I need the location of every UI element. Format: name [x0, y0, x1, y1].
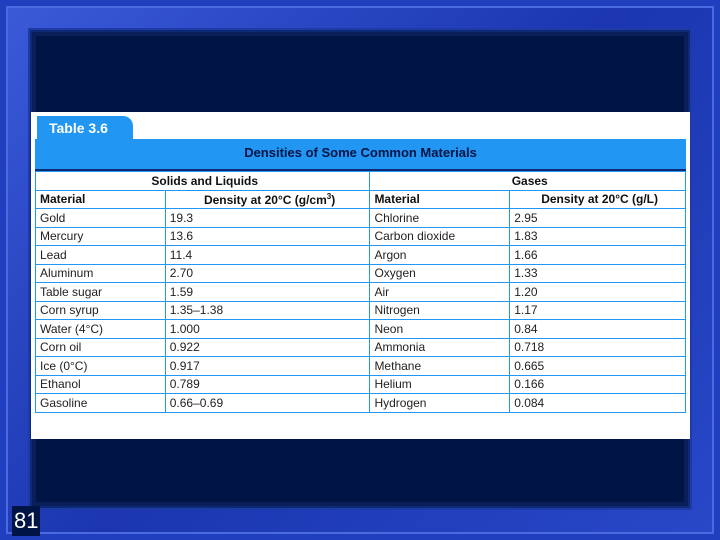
cell-solid-density: 0.917	[165, 357, 370, 376]
table-row	[36, 320, 686, 339]
density-table	[35, 171, 686, 413]
cell-solid-material: Aluminum	[36, 264, 166, 283]
table-body	[36, 209, 686, 413]
cell-solid-material: Ice (0°C)	[36, 357, 166, 376]
cell-gas-material: Oxygen	[370, 264, 510, 283]
cell-gas-density: 1.66	[510, 246, 686, 265]
group-header-row	[36, 172, 686, 191]
cell-solid-density: 1.59	[165, 283, 370, 302]
cell-solid-density: 19.3	[165, 209, 370, 228]
cell-solid-material: Water (4°C)	[36, 320, 166, 339]
table-row	[36, 246, 686, 265]
cell-solid-material: Ethanol	[36, 375, 166, 394]
cell-gas-material: Neon	[370, 320, 510, 339]
table-row	[36, 394, 686, 413]
table-tab-label: Table 3.6	[37, 116, 133, 140]
cell-solid-material: Corn oil	[36, 338, 166, 357]
col-header-gas-density: Density at 20°C (g/L)	[510, 190, 686, 209]
page-number: 81	[12, 506, 40, 536]
cell-solid-material: Corn syrup	[36, 301, 166, 320]
superscript-three: 3	[326, 191, 332, 201]
cell-solid-density: 0.922	[165, 338, 370, 357]
table-row	[36, 227, 686, 246]
cell-solid-density: 13.6	[165, 227, 370, 246]
cell-solid-density: 1.000	[165, 320, 370, 339]
col-header-solid-density	[165, 190, 370, 209]
table-row	[36, 264, 686, 283]
cell-gas-material: Ammonia	[370, 338, 510, 357]
column-header-row	[36, 190, 686, 209]
table-row	[36, 209, 686, 228]
group-header-solids: Solids and Liquids	[36, 172, 370, 191]
cell-gas-density: 1.33	[510, 264, 686, 283]
cell-gas-density: 0.665	[510, 357, 686, 376]
cell-gas-material: Chlorine	[370, 209, 510, 228]
table-row	[36, 301, 686, 320]
cell-solid-material: Table sugar	[36, 283, 166, 302]
cell-solid-density: 1.35–1.38	[165, 301, 370, 320]
cell-gas-material: Methane	[370, 357, 510, 376]
table-row	[36, 357, 686, 376]
cell-gas-density: 0.166	[510, 375, 686, 394]
table-row	[36, 283, 686, 302]
table-title: Densities of Some Common Materials	[35, 139, 686, 171]
solid-density-close: )	[331, 192, 336, 207]
cell-gas-density: 1.20	[510, 283, 686, 302]
table-row	[36, 338, 686, 357]
cell-gas-density: 0.084	[510, 394, 686, 413]
cell-gas-material: Helium	[370, 375, 510, 394]
cell-gas-material: Hydrogen	[370, 394, 510, 413]
group-header-gases: Gases	[370, 172, 686, 191]
density-table-panel	[31, 112, 690, 439]
cell-solid-material: Gold	[36, 209, 166, 228]
cell-gas-density: 1.17	[510, 301, 686, 320]
table-row	[36, 375, 686, 394]
cell-solid-density: 0.66–0.69	[165, 394, 370, 413]
cell-solid-density: 11.4	[165, 246, 370, 265]
cell-gas-density: 0.718	[510, 338, 686, 357]
col-header-solid-material: Material	[36, 190, 166, 209]
cell-gas-density: 2.95	[510, 209, 686, 228]
cell-solid-material: Gasoline	[36, 394, 166, 413]
cell-gas-material: Air	[370, 283, 510, 302]
cell-gas-density: 1.83	[510, 227, 686, 246]
cell-gas-material: Argon	[370, 246, 510, 265]
cell-solid-density: 2.70	[165, 264, 370, 283]
cell-gas-material: Nitrogen	[370, 301, 510, 320]
cell-solid-material: Lead	[36, 246, 166, 265]
cell-gas-density: 0.84	[510, 320, 686, 339]
cell-solid-density: 0.789	[165, 375, 370, 394]
cell-gas-material: Carbon dioxide	[370, 227, 510, 246]
col-header-gas-material: Material	[370, 190, 510, 209]
solid-density-label: Density at 20°C (g/cm	[203, 192, 327, 207]
cell-solid-material: Mercury	[36, 227, 166, 246]
